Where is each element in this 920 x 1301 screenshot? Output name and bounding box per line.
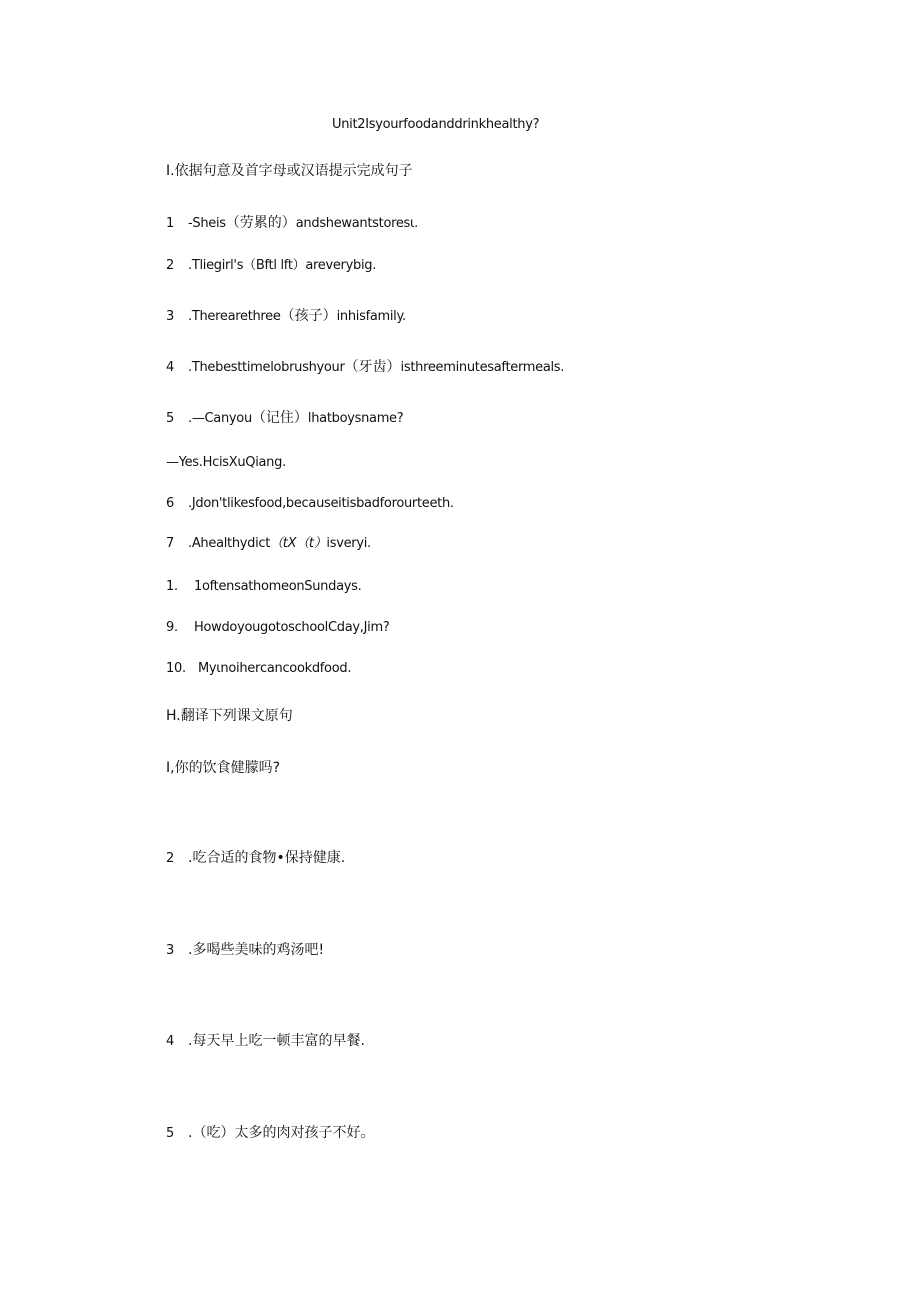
exercise-item-5-answer	[166, 454, 286, 472]
exercise-item-2	[166, 257, 376, 275]
exercise-item-10	[166, 660, 351, 678]
item-number: 5	[166, 1126, 174, 1141]
item-text: .（吃）太多的肉对孩子不好。	[188, 1125, 375, 1141]
item-number: 6	[166, 496, 174, 511]
item-text: 1oftensathomeonSundays.	[194, 579, 362, 594]
section-2-heading: H.翻译下列课文原句	[166, 708, 293, 724]
item-text-pre: .—Canyou	[188, 411, 252, 426]
exercise-item-3	[166, 307, 406, 326]
exercise-item-8	[166, 578, 361, 596]
exercise-item-1	[166, 214, 418, 233]
translation-item-4	[166, 1032, 365, 1051]
exercise-item-7	[166, 535, 371, 553]
item-number: 4	[166, 360, 174, 375]
exercise-item-6	[166, 495, 454, 513]
exercise-item-4	[166, 358, 564, 377]
item-number: 2	[166, 258, 174, 273]
item-text-post: andshewantstoresι.	[295, 216, 418, 231]
item-text-post: isveryi.	[326, 536, 371, 551]
item-number: 10.	[166, 661, 186, 676]
item-number: 1	[166, 216, 174, 231]
item-text: .Jdon'tlikesfood,becauseitisbadforourteeth.	[188, 496, 454, 511]
item-text: .每天早上吃一顿丰富的早餐.	[188, 1033, 365, 1049]
item-number: 3	[166, 943, 174, 958]
item-number: 7	[166, 536, 174, 551]
item-hint: （劳累的）	[225, 215, 296, 231]
item-text: Myιnoiherсancookdfood.	[198, 661, 352, 676]
item-text-pre: .Therearethree	[188, 309, 281, 324]
exercise-item-5	[166, 409, 403, 428]
item-hint: （记住）	[251, 410, 308, 426]
item-text-post: isthreeminutesaftermeals.	[400, 360, 565, 375]
translation-item-5	[166, 1124, 374, 1143]
translation-item-2	[166, 849, 345, 868]
item-text-post: inhisfamily.	[336, 309, 406, 324]
item-text-pre: .Thebesttimelobrushyour	[188, 360, 345, 375]
item-text: .吃合适的食物•保持健康.	[188, 850, 346, 866]
section-1-heading: I.依据句意及首字母或汉语提示完成句子	[166, 163, 413, 179]
item-hint: （牙齿）	[344, 359, 401, 375]
item-hint: （tX（t）	[270, 536, 327, 551]
item-number: 1.	[166, 579, 178, 594]
exercise-item-9	[166, 619, 389, 637]
translation-item-1	[166, 759, 280, 777]
item-hint: （Bftl lft）	[243, 258, 306, 273]
document-title: Unit2Isyourfoodanddrinkhealthy?	[332, 117, 540, 132]
item-text: .多喝些美味的鸡汤吧!	[188, 942, 325, 958]
item-number: 9.	[166, 620, 178, 635]
item-text-pre: .Tliegirl's	[188, 258, 244, 273]
item-number: 2	[166, 851, 174, 866]
item-number: 4	[166, 1034, 174, 1049]
item-hint: （孩子）	[280, 308, 337, 324]
item-text: HowdoyougotoschoolCday,Jim?	[194, 620, 390, 635]
item-text-pre: -Sheis	[188, 216, 226, 231]
item-number: 5	[166, 411, 174, 426]
translation-item-3	[166, 941, 324, 960]
item-text: —Yes.HcisXuQiang.	[166, 455, 286, 470]
item-text-pre: .Ahealthydict	[188, 536, 271, 551]
item-text-post: lhatboysname?	[307, 411, 404, 426]
item-number: 3	[166, 309, 174, 324]
item-text: I,你的饮食健朦吗?	[166, 760, 281, 776]
item-text-post: areverybig.	[305, 258, 377, 273]
